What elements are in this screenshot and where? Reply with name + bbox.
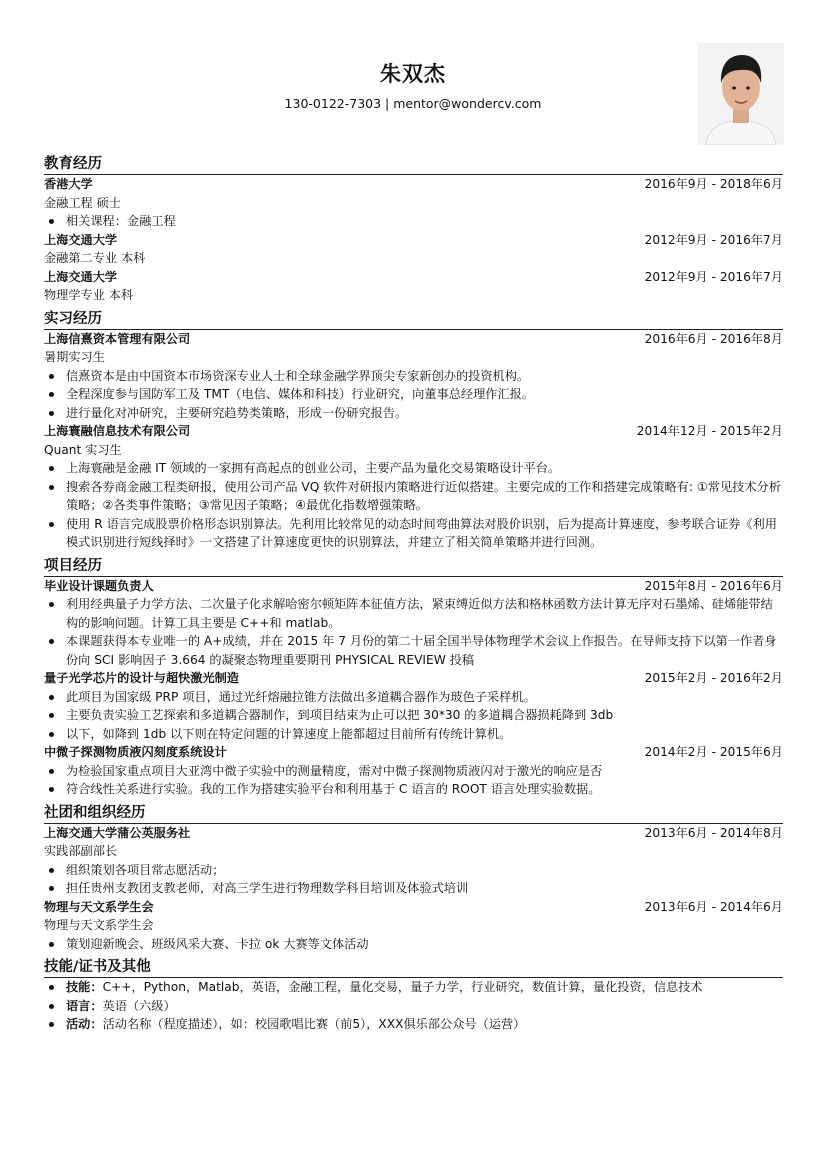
resume-content <box>44 150 783 1034</box>
bullet-list <box>44 762 783 799</box>
bullet-item <box>44 367 783 386</box>
entry-org: 上海寰融信息技术有限公司 <box>44 424 191 438</box>
bullet-item <box>44 725 783 744</box>
bullet-text: 主要负责实验工艺探索和多道耦合器制作，到项目结束为止可以把 30*30 的多道耦合器损耗降到 3db <box>66 708 614 722</box>
bullet-text: 全程深度参与国防军工及 TMT（电信、媒体和科技）行业研究，向董事总经理作汇报。 <box>66 387 535 401</box>
entry-date: 2015年2月 - 2016年2月 <box>644 671 783 685</box>
entry-org: 香港大学 <box>44 177 93 191</box>
entry-org: 量子光学芯片的设计与超快激光制造 <box>44 671 239 685</box>
bullet-text: 此项目为国家级 PRP 项目，通过光纤熔融拉锥方法做出多道耦合器作为玻色子采样机。 <box>66 689 536 704</box>
entry-header <box>44 231 783 250</box>
entry-date: 2016年9月 - 2018年6月 <box>644 177 783 191</box>
entry <box>44 268 783 305</box>
entry <box>44 669 783 743</box>
bullet-dot <box>49 868 54 873</box>
entry-role: 暑期实习生 <box>44 350 105 364</box>
bullet-item <box>44 762 783 781</box>
internship-section <box>44 308 783 552</box>
skill-label: 语言： <box>66 998 103 1013</box>
entry-role: 实践部副部长 <box>44 844 118 858</box>
entry-header <box>44 669 783 688</box>
section-title-internship: 实习经历 <box>44 308 783 330</box>
bullet-text: 使用 R 语言完成股票价格形态识别算法。先利用比较常见的动态时间弯曲算法对股价识别，后为提高计算速度，参考联合证券《利用模式识别进行短线择时》一文搭建了计算速度更快的识别算法，并建立了相关简单策略并进行回测。 <box>66 516 777 549</box>
bullet-dot <box>49 1004 54 1009</box>
entry-role: Quant 实习生 <box>44 442 122 457</box>
bullet-text: 信熹资本是由中国资本市场资深专业人士和全球金融学界顶尖专家新创办的投资机构。 <box>66 368 530 383</box>
bullet-dot <box>49 602 54 607</box>
bullet-item <box>44 595 783 632</box>
bullet-dot <box>49 769 54 774</box>
bullet-item <box>44 212 783 231</box>
bullet-list <box>44 212 783 231</box>
entry <box>44 175 783 231</box>
section-title-projects: 项目经历 <box>44 555 783 577</box>
projects-section <box>44 555 783 799</box>
entry <box>44 577 783 670</box>
clubs-section <box>44 802 783 954</box>
bullet-text: 组织策划各项目常志愿活动； <box>66 862 225 877</box>
skill-label: 技能： <box>66 980 103 994</box>
bullet-dot <box>49 942 54 947</box>
entry-header <box>44 824 783 843</box>
contact-info: 130-0122-7303 | mentor@wondercv.com <box>284 96 542 111</box>
bullet-dot <box>49 411 54 416</box>
bullet-text: 符合线性关系进行实验。我的工作为搭建实验平台和利用基于 C 语言的 ROOT 语言处理实验数据。 <box>66 782 601 796</box>
entry-date: 2013年6月 - 2014年8月 <box>644 825 783 840</box>
entry-header <box>44 743 783 762</box>
entry-org: 中微子探测物质液闪刻度系统设计 <box>44 745 227 759</box>
skill-text: C++，Python，Matlab，英语，金融工程，量化交易，量子力学，行业研究，数值计算，量化投资，信息技术 <box>102 980 703 994</box>
entry-org: 上海信熹资本管理有限公司 <box>44 331 191 346</box>
entry-org: 上海交通大学蒲公英服务社 <box>44 825 191 840</box>
section-title-skills: 技能/证书及其他 <box>44 956 783 978</box>
skills-list <box>44 978 783 1034</box>
profile-photo <box>698 43 784 145</box>
skill-label: 活动： <box>66 1017 103 1031</box>
bullet-list <box>44 367 783 423</box>
bullet-item <box>44 632 783 669</box>
bullet-dot <box>49 985 54 990</box>
bullet-dot <box>49 374 54 379</box>
entry-org: 物理与天文系学生会 <box>44 899 154 914</box>
skills-section <box>44 956 783 1034</box>
bullet-item <box>44 706 783 725</box>
projects-list <box>44 577 783 799</box>
entry-date: 2012年9月 - 2016年7月 <box>644 232 783 247</box>
internship-list <box>44 330 783 552</box>
bullet-dot <box>49 392 54 397</box>
bullet-dot <box>49 713 54 718</box>
entry-role: 物理学专业 本科 <box>44 288 134 302</box>
bullet-dot <box>49 522 54 527</box>
entry-role: 物理与天文系学生会 <box>44 918 154 932</box>
bullet-text: 以下，如降到 1db 以下则在特定问题的计算速度上能都超过目前所有传统计算机。 <box>66 726 512 741</box>
bullet-dot <box>49 485 54 490</box>
bullet-dot <box>49 466 54 471</box>
entry-org: 毕业设计课题负责人 <box>44 578 154 593</box>
entry-org: 上海交通大学 <box>44 269 118 284</box>
skill-text: 活动名称（程度描述），如：校园歌唱比赛（前5），XXX俱乐部公众号（运营） <box>102 1017 526 1031</box>
skill-text: 英语（六级） <box>102 998 176 1013</box>
entry-role: 金融工程 硕士 <box>44 195 121 210</box>
bullet-text: 策划迎新晚会、班级风采大赛、卡拉 ok 大赛等文体活动 <box>66 936 369 951</box>
clubs-list <box>44 824 783 954</box>
bullet-list <box>44 595 783 669</box>
bullet-text: 进行量化对冲研究，主要研究趋势类策略，形成一份研究报告。 <box>66 405 408 420</box>
bullet-dot <box>49 219 54 224</box>
bullet-dot <box>49 695 54 700</box>
entry-role: 金融第二专业 本科 <box>44 251 146 265</box>
bullet-item <box>44 404 783 423</box>
bullet-list <box>44 688 783 744</box>
bullet-text: 利用经典量子力学方法、二次量子化求解哈密尔顿矩阵本征值方法，紧束缚近似方法和格林函数方法计算无序对石墨烯、硅烯能带结构的影响问题。计算工具主要是 C++和 matlab。 <box>66 597 773 630</box>
bullet-item <box>44 780 783 799</box>
entry-date: 2016年6月 - 2016年8月 <box>644 331 783 346</box>
skill-item <box>44 978 783 997</box>
bullet-list <box>44 459 783 552</box>
education-section <box>44 153 783 305</box>
section-title-education: 教育经历 <box>44 153 783 175</box>
bullet-dot <box>49 886 54 891</box>
entry-date: 2013年6月 - 2014年6月 <box>644 899 783 914</box>
entry <box>44 231 783 268</box>
entry-header <box>44 577 783 596</box>
entry-date: 2012年9月 - 2016年7月 <box>644 269 783 284</box>
education-list <box>44 175 783 305</box>
portrait-image <box>698 43 784 145</box>
bullet-text: 上海寰融是金融 IT 领域的一家拥有高起点的创业公司，主要产品为量化交易策略设计平台。 <box>66 461 561 475</box>
entry <box>44 330 783 423</box>
entry-header <box>44 422 783 441</box>
bullet-item <box>44 688 783 707</box>
bullet-item <box>44 879 783 898</box>
bullet-text: 本课题获得本专业唯一的 A+成绩，并在 2015 年 7 月份的第二十届全国半导体物理学术会议上作报告。在导师支持下以第一作者身份向 SCI 影响因子 3.664 的凝聚态物理重要期刊 PHYSICAL REVIEW 投稿 <box>66 634 777 667</box>
bullet-text: 为检验国家重点项目大亚湾中微子实验中的测量精度，需对中微子探测物质液闪对于激光的响应是否 <box>66 763 603 778</box>
bullet-list <box>44 935 783 954</box>
entry-date: 2014年2月 - 2015年6月 <box>644 745 783 759</box>
bullet-dot <box>49 732 54 737</box>
bullet-text: 相关课程：金融工程 <box>66 214 176 228</box>
entry-header <box>44 330 783 349</box>
bullet-item <box>44 385 783 404</box>
bullet-item <box>44 459 783 478</box>
bullet-item <box>44 935 783 954</box>
entry-header <box>44 175 783 194</box>
entry-header <box>44 268 783 287</box>
section-title-clubs: 社团和组织经历 <box>44 802 783 824</box>
bullet-item <box>44 478 783 515</box>
entry-date: 2014年12月 - 2015年2月 <box>636 424 783 438</box>
bullet-text: 担任贵州支教团支教老师，对高三学生进行物理数学科目培训及体验式培训 <box>66 881 469 895</box>
entry <box>44 824 783 898</box>
skill-item <box>44 997 783 1016</box>
entry-date: 2015年8月 - 2016年6月 <box>644 578 783 593</box>
skill-item <box>44 1015 783 1034</box>
bullet-dot <box>49 787 54 792</box>
bullet-dot <box>49 1022 54 1027</box>
bullet-dot <box>49 639 54 644</box>
entry <box>44 743 783 799</box>
bullet-item <box>44 861 783 880</box>
bullet-item <box>44 515 783 552</box>
bullet-text: 搜索各券商金融工程类研报，使用公司产品 VQ 软件对研报内策略进行近似搭建。主要完成的工作和搭建完成策略有: ①常见技术分析策略；②各类事件策略；③常见因子策略；④最优化指数增强策略。 <box>66 479 781 512</box>
entry-header <box>44 898 783 917</box>
entry-org: 上海交通大学 <box>44 232 118 247</box>
entry <box>44 422 783 552</box>
entry <box>44 898 783 954</box>
bullet-list <box>44 861 783 898</box>
person-name: 朱双杰 <box>380 62 446 86</box>
